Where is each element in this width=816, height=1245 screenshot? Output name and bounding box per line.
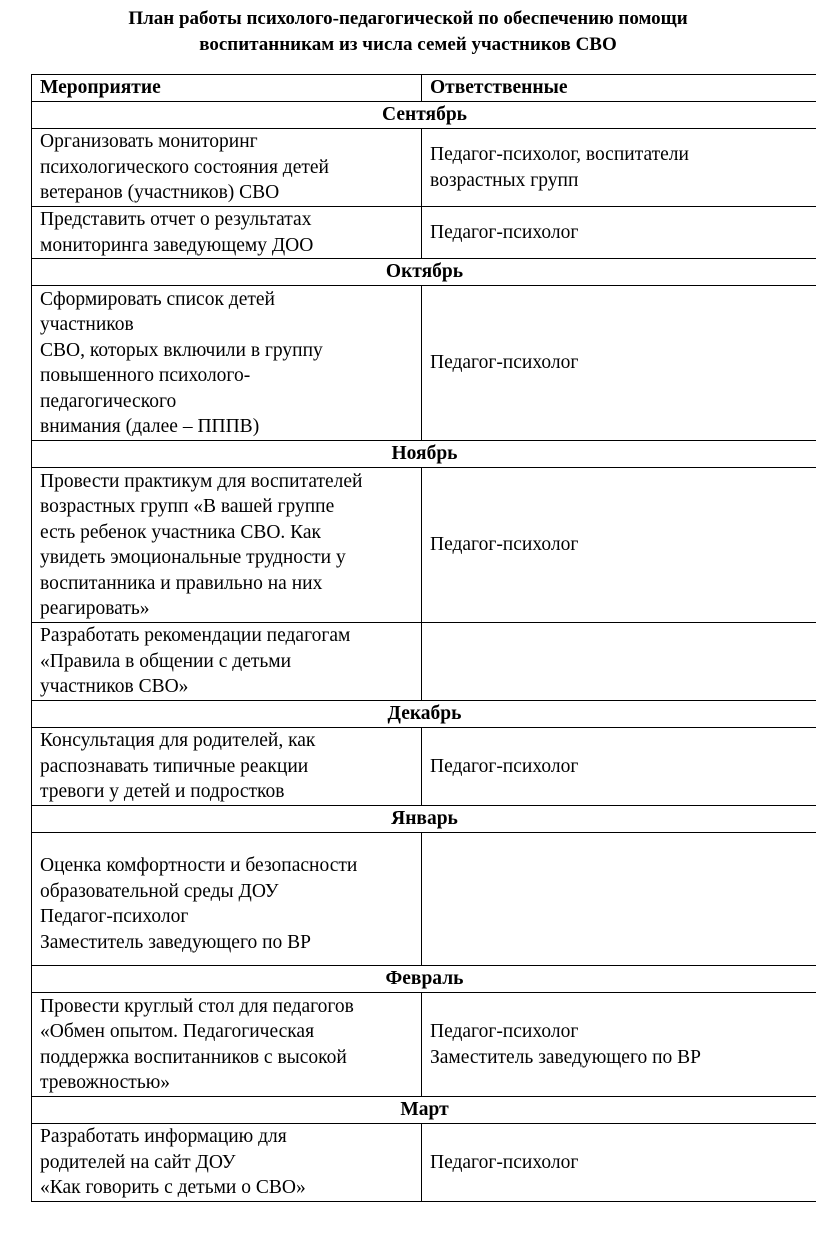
table-row bbox=[32, 207, 816, 259]
event-line: мониторинга заведующему ДОО bbox=[40, 234, 314, 256]
event-cell bbox=[32, 468, 422, 623]
title-line-2: воспитанникам из числа семей участников СВО bbox=[199, 34, 617, 55]
event-line: «Как говорить с детьми о СВО» bbox=[40, 1177, 306, 1199]
month-label: Октябрь bbox=[32, 259, 816, 286]
responsible-cell bbox=[422, 286, 816, 441]
responsible-cell bbox=[422, 728, 816, 806]
event-line: реагировать» bbox=[40, 598, 150, 619]
event-cell bbox=[32, 207, 422, 259]
event-cell bbox=[32, 1124, 422, 1202]
event-line: Оценка комфортности и безопасности bbox=[40, 855, 358, 876]
event-line: Организовать мониторинг bbox=[40, 131, 258, 153]
event-line: Провести практикум для воспитателей bbox=[40, 470, 363, 492]
event-line: Представить отчет о результатах bbox=[40, 209, 312, 230]
month-row bbox=[32, 966, 816, 993]
responsible-cell bbox=[422, 1124, 816, 1202]
responsible-line: Педагог-психолог bbox=[430, 352, 579, 374]
event-line: распознавать типичные реакции bbox=[40, 755, 309, 777]
plan-table bbox=[31, 74, 816, 1202]
event-line: педагогического bbox=[40, 390, 177, 412]
event-line: внимания (далее – ПППВ) bbox=[40, 416, 260, 437]
month-label: Декабрь bbox=[32, 701, 816, 728]
event-line: СВО, которых включили в группу bbox=[40, 339, 323, 361]
responsible-cell bbox=[422, 623, 816, 701]
responsible-line: Педагог-психолог bbox=[430, 534, 579, 556]
month-row bbox=[32, 441, 816, 468]
event-cell bbox=[32, 129, 422, 207]
event-line: Провести круглый стол для педагогов bbox=[40, 995, 354, 1017]
event-cell bbox=[32, 833, 422, 966]
responsible-line: возрастных групп bbox=[430, 169, 579, 191]
event-line: «Правила в общении с детьми bbox=[40, 650, 292, 672]
event-line: тревоги у детей и подростков bbox=[40, 781, 285, 803]
table-header-row bbox=[32, 75, 816, 102]
responsible-line: Педагог-психолог bbox=[430, 755, 579, 777]
document-title bbox=[40, 6, 776, 58]
event-line: «Обмен опытом. Педагогическая bbox=[40, 1021, 315, 1042]
responsible-line: Заместитель заведующего по ВР bbox=[430, 1046, 702, 1068]
responsible-line: Педагог-психолог bbox=[430, 221, 579, 243]
month-row bbox=[32, 102, 816, 129]
table-row bbox=[32, 728, 816, 806]
month-row bbox=[32, 701, 816, 728]
responsible-cell bbox=[422, 129, 816, 207]
event-line: родителей на сайт ДОУ bbox=[40, 1151, 236, 1173]
month-label: Январь bbox=[32, 806, 816, 833]
event-cell bbox=[32, 286, 422, 441]
event-line: участников bbox=[40, 314, 134, 335]
event-line: образовательной среды ДОУ bbox=[40, 880, 279, 902]
table-row bbox=[32, 623, 816, 701]
responsible-line: Педагог-психолог bbox=[430, 1151, 579, 1173]
event-line: поддержка воспитанников с высокой bbox=[40, 1046, 347, 1068]
event-line: тревожностью» bbox=[40, 1072, 171, 1093]
responsible-cell bbox=[422, 993, 816, 1097]
event-line: Заместитель заведующего по ВР bbox=[40, 931, 312, 953]
event-line: воспитанника и правильно на них bbox=[40, 572, 323, 594]
event-line: ветеранов (участников) СВО bbox=[40, 182, 280, 204]
plan-table-body bbox=[32, 75, 816, 1202]
event-line: есть ребенок участника СВО. Как bbox=[40, 521, 322, 543]
table-row bbox=[32, 286, 816, 441]
event-line: Разработать рекомендации педагогам bbox=[40, 625, 351, 647]
title-line-1: План работы психолого-педагогической по обеспечению помощи bbox=[128, 8, 688, 29]
responsible-cell bbox=[422, 207, 816, 259]
event-line: Консультация для родителей, как bbox=[40, 730, 316, 752]
responsible-cell bbox=[422, 468, 816, 623]
event-line: Сформировать список детей bbox=[40, 288, 275, 310]
month-label: Март bbox=[32, 1097, 816, 1124]
event-line: повышенного психолого- bbox=[40, 365, 251, 386]
month-label: Ноябрь bbox=[32, 441, 816, 468]
responsible-cell bbox=[422, 833, 816, 966]
event-line: психологического состояния детей bbox=[40, 156, 329, 178]
table-row bbox=[32, 993, 816, 1097]
event-line: участников СВО» bbox=[40, 676, 189, 698]
header-responsible: Ответственные bbox=[422, 75, 816, 102]
event-line: возрастных групп «В вашей группе bbox=[40, 496, 335, 517]
event-line: Разработать информацию для bbox=[40, 1126, 287, 1148]
responsible-line: Педагог-психолог, воспитатели bbox=[430, 144, 689, 165]
header-event: Мероприятие bbox=[32, 75, 422, 102]
month-row bbox=[32, 806, 816, 833]
month-label: Сентябрь bbox=[32, 102, 816, 129]
event-line: Педагог-психолог bbox=[40, 906, 189, 927]
event-cell bbox=[32, 728, 422, 806]
event-line: увидеть эмоциональные трудности у bbox=[40, 547, 346, 568]
month-label: Февраль bbox=[32, 966, 816, 993]
responsible-line: Педагог-психолог bbox=[430, 1021, 579, 1042]
table-row bbox=[32, 1124, 816, 1202]
table-row bbox=[32, 468, 816, 623]
event-cell bbox=[32, 993, 422, 1097]
table-row bbox=[32, 833, 816, 966]
table-row bbox=[32, 129, 816, 207]
month-row bbox=[32, 259, 816, 286]
month-row bbox=[32, 1097, 816, 1124]
event-cell bbox=[32, 623, 422, 701]
